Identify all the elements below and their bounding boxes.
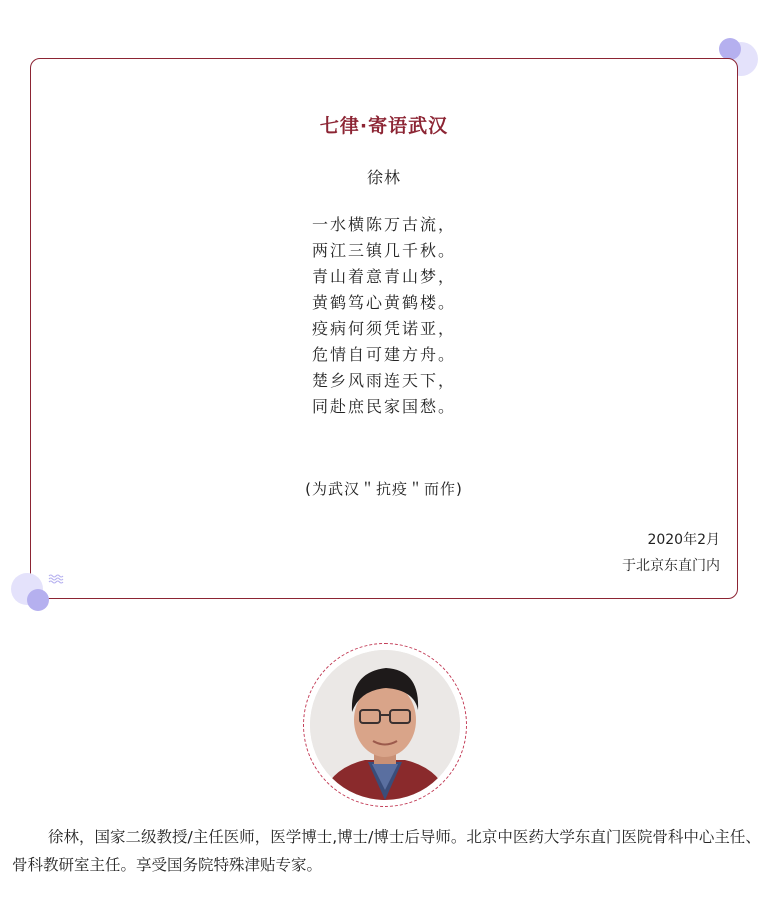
poem-card: [30, 58, 738, 599]
decor-circle: [719, 38, 741, 60]
poem-place: 于北京东直门内: [622, 558, 720, 574]
avatar: [310, 650, 460, 800]
poem-line: 青山着意青山梦，: [311, 267, 456, 286]
poem-title: 七律·寄语武汉: [319, 115, 449, 137]
poem-date: 2020年2月: [647, 532, 720, 548]
poem-line: 楚乡风雨连天下，: [311, 371, 456, 390]
poem-author: 徐林: [366, 168, 401, 187]
poem-line: 黄鹤笃心黄鹤楼。: [311, 293, 456, 312]
poem-line: 两江三镇几千秋。: [311, 241, 456, 260]
author-bio: 徐林，国家二级教授/主任医师，医学博士,博士/博士后导师。北京中医药大学东直门医院骨科中心主任、骨科教研室主任。享受国务院特殊津贴专家。: [12, 828, 761, 874]
poem-line: 同赴庶民家国愁。: [311, 397, 456, 416]
decor-circle: [27, 589, 49, 611]
poem-line: 一水横陈万古流，: [311, 215, 456, 234]
poem-line: 疫病何须凭诺亚，: [311, 319, 456, 338]
poem-body: [31, 212, 737, 420]
person-portrait-icon: [310, 650, 460, 800]
poem-note: (为武汉＂抗疫＂而作): [305, 480, 463, 498]
poem-line: 危情自可建方舟。: [311, 345, 456, 364]
wave-decor-icon: [48, 574, 64, 584]
